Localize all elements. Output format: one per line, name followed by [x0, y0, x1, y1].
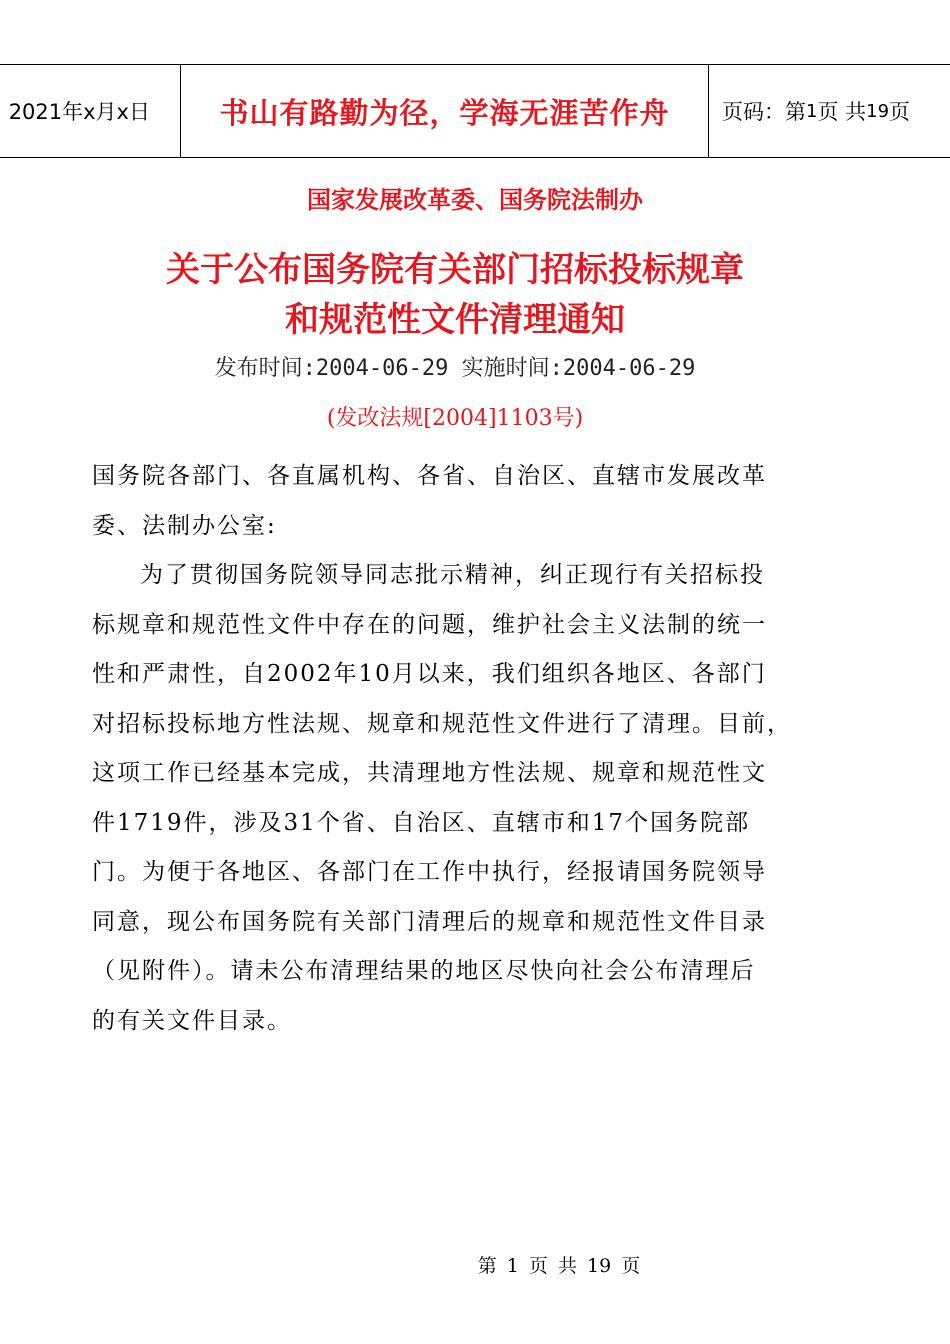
body-line: 的有关文件目录。 [92, 1007, 292, 1034]
document-title-line-1: 关于公布国务院有关部门招标投标规章 [166, 250, 744, 290]
body-line: 性和严肃性，自2002年10月以来，我们组织各地区、各部门 [92, 661, 767, 687]
header-date: 2021年x月x日 [8, 100, 150, 124]
page-current: 1 [806, 100, 818, 122]
header-date-cell [0, 65, 181, 157]
page-footer: 第 1 页 共 19 页 [477, 1255, 641, 1277]
page-total: 19 [866, 100, 890, 122]
header-page-cell [709, 65, 950, 157]
header-motto: 书山有路勤为径，学海无涯苦作舟 [219, 95, 670, 130]
body-line: 同意，现公布国务院有关部门清理后的规章和规范性文件目录 [92, 908, 767, 935]
body-line: 这项工作已经基本完成，共清理地方性法规、规章和规范性文 [92, 760, 767, 786]
body-line: 件1719件，涉及31个省、自治区、直辖市和17个国务院部 [92, 809, 751, 836]
document-title-line-2: 和规范性文件清理通知 [285, 300, 625, 340]
body-line: 门。为便于各地区、各部门在工作中执行，经报请国务院领导 [92, 859, 767, 885]
body-line: 标规章和规范性文件中存在的问题，维护社会主义法制的统一 [92, 611, 767, 638]
page-prefix: 页码：第 [722, 100, 806, 124]
page-middle: 页 共 [817, 100, 867, 124]
page-suffix: 页 [889, 100, 911, 124]
body-line: 为了贯彻国务院领导同志批示精神，纠正现行有关招标投 [140, 562, 765, 588]
publish-dates: 发布时间:2004-06-29 实施时间:2004-06-29 [214, 356, 696, 381]
header-motto-cell [181, 65, 709, 157]
body-line: 国务院各部门、各直属机构、各省、自治区、直辖市发展改革 [92, 463, 767, 489]
document-body [92, 452, 837, 1046]
body-line: 委、法制办公室: [92, 512, 277, 539]
document-issuer: 国家发展改革委、国务院法制办 [307, 185, 643, 214]
body-line: 对招标投标地方性法规、规章和规范性文件进行了清理。目前， [92, 710, 792, 737]
document-number: (发改法规[2004]1103号) [326, 406, 584, 431]
page-header [0, 64, 950, 158]
body-line: （见附件）。请未公布清理结果的地区尽快向社会公布清理后 [92, 958, 756, 984]
